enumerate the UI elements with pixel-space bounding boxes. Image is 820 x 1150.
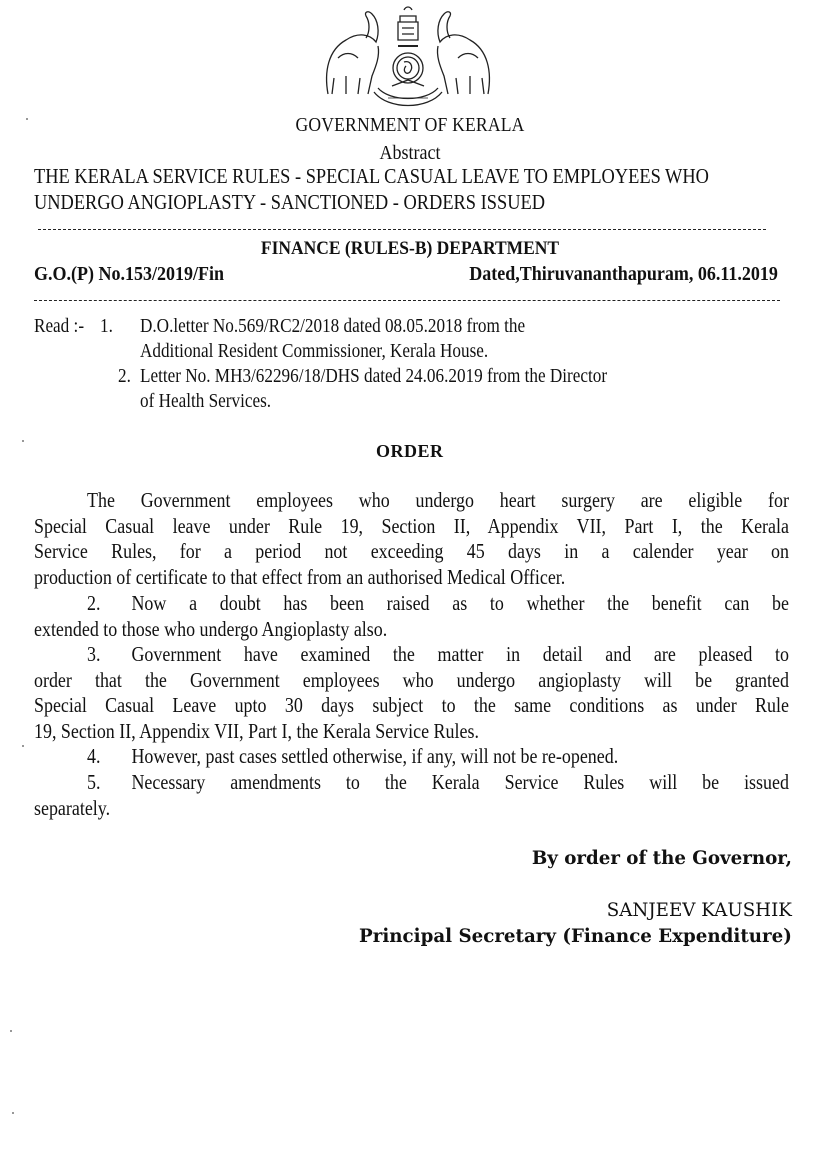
paragraph-line: Special Casual Leave upto 30 days subject to the same conditions as under Rule	[34, 693, 789, 717]
go-date: Dated,Thiruvananthapuram, 06.11.2019	[469, 263, 778, 285]
paragraph-line: Government have examined the matter in detail and are pleased to	[131, 642, 789, 666]
reference-number: 2.	[118, 366, 131, 387]
order-paragraph	[34, 642, 789, 744]
reference-line: Additional Resident Commissioner, Kerala House.	[140, 341, 489, 362]
by-order-line: By order of the Governor,	[531, 847, 792, 869]
paragraph-line: separately.	[34, 795, 111, 820]
read-label: Read :-	[34, 316, 85, 337]
reference-line: Letter No. MH3/62296/18/DHS dated 24.06.2019 from the Director	[140, 366, 608, 387]
divider	[38, 229, 766, 230]
paragraph-number: 5.	[87, 770, 101, 794]
reference-line: D.O.letter No.569/RC2/2018 dated 08.05.2018 from the	[140, 316, 526, 337]
order-paragraph	[34, 488, 789, 590]
go-number: G.O.(P) No.153/2019/Fin	[34, 263, 224, 285]
subject-line: UNDERGO ANGIOPLASTY - SANCTIONED - ORDERS ISSUED	[34, 190, 545, 214]
scan-speck	[10, 1030, 12, 1032]
paragraph-line: production of certificate to that effect from an authorised Medical Officer.	[34, 564, 566, 589]
order-paragraph	[34, 591, 789, 642]
reference-line: of Health Services.	[140, 391, 272, 412]
signatory-designation: Principal Secretary (Finance Expenditure)	[359, 925, 792, 947]
reference-number: 1.	[100, 316, 113, 337]
paragraph-line: The Government employees who undergo heart surgery are eligible for	[87, 488, 789, 512]
subject-line: THE KERALA SERVICE RULES - SPECIAL CASUAL LEAVE TO EMPLOYEES WHO	[34, 164, 709, 188]
paragraph-line: Service Rules, for a period not exceeding 45 days in a calender year on	[34, 539, 789, 563]
order-paragraph	[34, 770, 789, 821]
paragraph-number: 2.	[87, 591, 101, 615]
kerala-emblem-icon	[318, 2, 498, 114]
paragraph-line: Special Casual leave under Rule 19, Section II, Appendix VII, Part I, the Kerala	[34, 513, 789, 538]
order-heading: ORDER	[376, 441, 444, 461]
paragraph-line: Necessary amendments to the Kerala Service Rules will be issued	[131, 770, 789, 794]
paragraph-number: 3.	[87, 642, 101, 666]
department-name: FINANCE (RULES-B) DEPARTMENT	[260, 238, 560, 259]
scan-speck	[12, 1112, 14, 1114]
order-paragraph	[34, 744, 789, 770]
scan-speck	[26, 118, 28, 120]
paragraph-line: Now a doubt has been raised as to whether the benefit can be	[131, 591, 789, 615]
paragraph-line: However, past cases settled otherwise, if any, will not be re-opened.	[131, 744, 619, 768]
paragraph-line: 19, Section II, Appendix VII, Part I, the Kerala Service Rules.	[34, 718, 479, 743]
paragraph-number: 4.	[87, 744, 101, 768]
paragraph-line: extended to those who undergo Angioplasty also.	[34, 616, 388, 641]
scan-speck	[22, 440, 24, 442]
abstract-label: Abstract	[379, 142, 441, 164]
divider	[34, 300, 780, 301]
government-title: GOVERNMENT OF KERALA	[295, 114, 525, 136]
signatory-name: SANJEEV KAUSHIK	[606, 899, 792, 921]
paragraph-line: order that the Government employees who undergo angioplasty will be granted	[34, 667, 789, 692]
scan-speck	[22, 745, 24, 747]
